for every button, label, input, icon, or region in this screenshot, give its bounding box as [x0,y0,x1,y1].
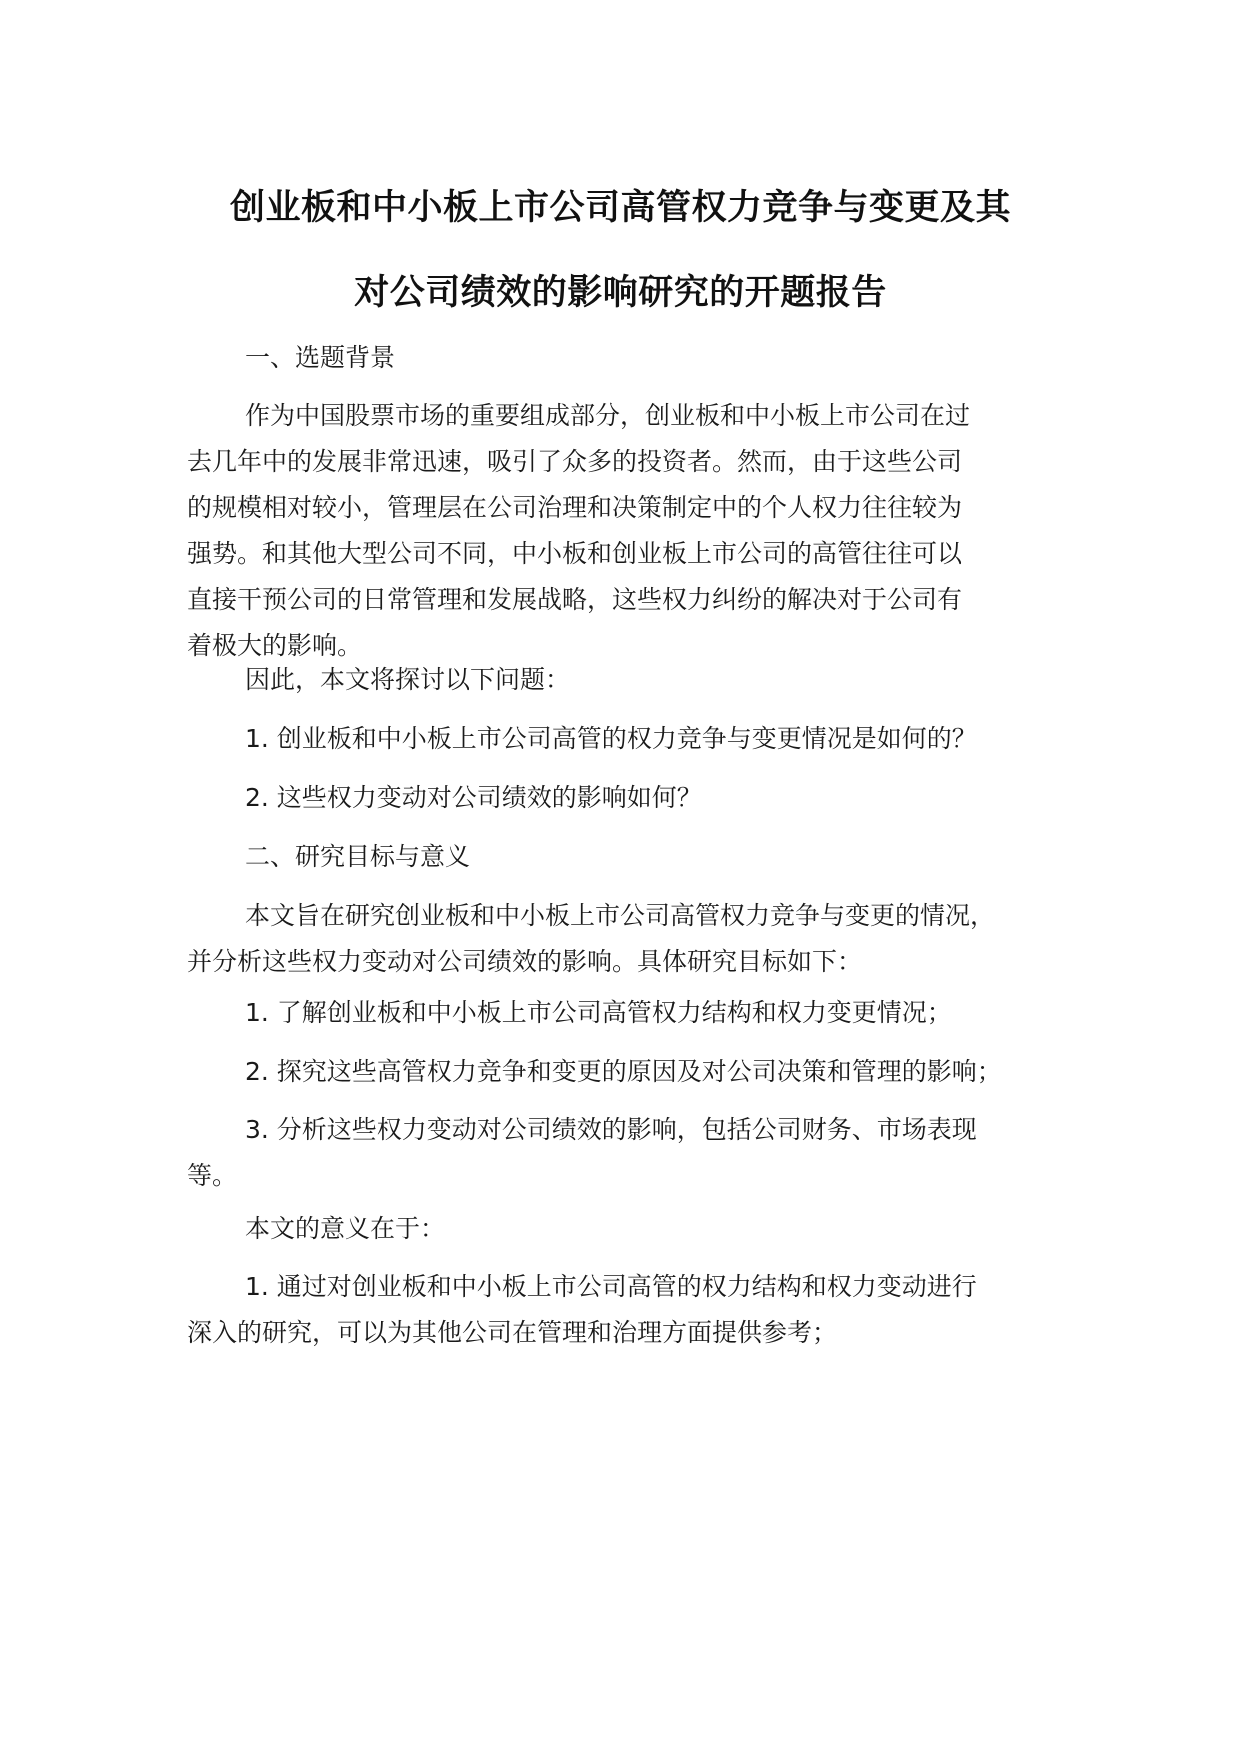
question-item-2 [187,775,1087,821]
list-item-text: 2. 这些权力变动对公司绩效的影响如何？ [245,783,702,812]
document-title-line-2: 对公司绩效的影响研究的开题报告 [354,273,887,313]
significance-item-1 [187,1264,1087,1356]
paragraph-significance [187,1206,1087,1252]
goal-item-3 [187,1107,1087,1199]
list-item-text: 1. 了解创业板和中小板上市公司高管权力结构和权力变更情况； [245,998,952,1027]
paragraph-line: 着极大的影响。 [187,631,363,660]
goal-item-2 [187,1049,1087,1095]
question-item-1 [187,716,1087,762]
heading-text: 二、研究目标与意义 [245,842,471,871]
document-title-line-1: 创业板和中小板上市公司高管权力竞争与变更及其 [229,188,1011,228]
list-item-text: 深入的研究，可以为其他公司在管理和治理方面提供参考； [187,1318,838,1347]
section-heading-objectives [187,834,1087,880]
goal-item-1 [187,990,1087,1036]
paragraph-line: 作为中国股票市场的重要组成部分，创业板和中小板上市公司在过 [245,401,971,430]
list-item-text: 1. 通过对创业板和中小板上市公司高管的权力结构和权力变动进行 [245,1272,977,1301]
paragraph-line: 去几年中的发展非常迅速，吸引了众多的投资者。然而，由于这些公司 [187,447,963,476]
paragraph-background [187,393,1087,669]
paragraph-line: 直接干预公司的日常管理和发展战略，这些权力纠纷的解决对于公司有 [187,585,963,614]
paragraph-line: 本文旨在研究创业板和中小板上市公司高管权力竞争与变更的情况， [245,901,996,930]
paragraph-line: 本文的意义在于： [245,1214,446,1243]
paragraph-questions-intro [187,657,1087,703]
paragraph-line: 并分析这些权力变动对公司绩效的影响。具体研究目标如下： [187,947,863,976]
heading-text: 一、选题背景 [245,343,396,372]
section-heading-background [187,335,1087,381]
list-item-text: 等。 [187,1161,238,1190]
paragraph-line: 强势。和其他大型公司不同，中小板和创业板上市公司的高管往往可以 [187,539,963,568]
list-item-text: 1. 创业板和中小板上市公司高管的权力竞争与变更情况是如何的？ [245,724,977,753]
paragraph-line: 因此，本文将探讨以下问题： [245,665,571,694]
paragraph-line: 的规模相对较小，管理层在公司治理和决策制定中的个人权力往往较为 [187,493,963,522]
paragraph-objectives [187,893,1087,985]
list-item-text: 2. 探究这些高管权力竞争和变更的原因及对公司决策和管理的影响； [245,1057,1002,1086]
list-item-text: 3. 分析这些权力变动对公司绩效的影响，包括公司财务、市场表现 [245,1115,977,1144]
